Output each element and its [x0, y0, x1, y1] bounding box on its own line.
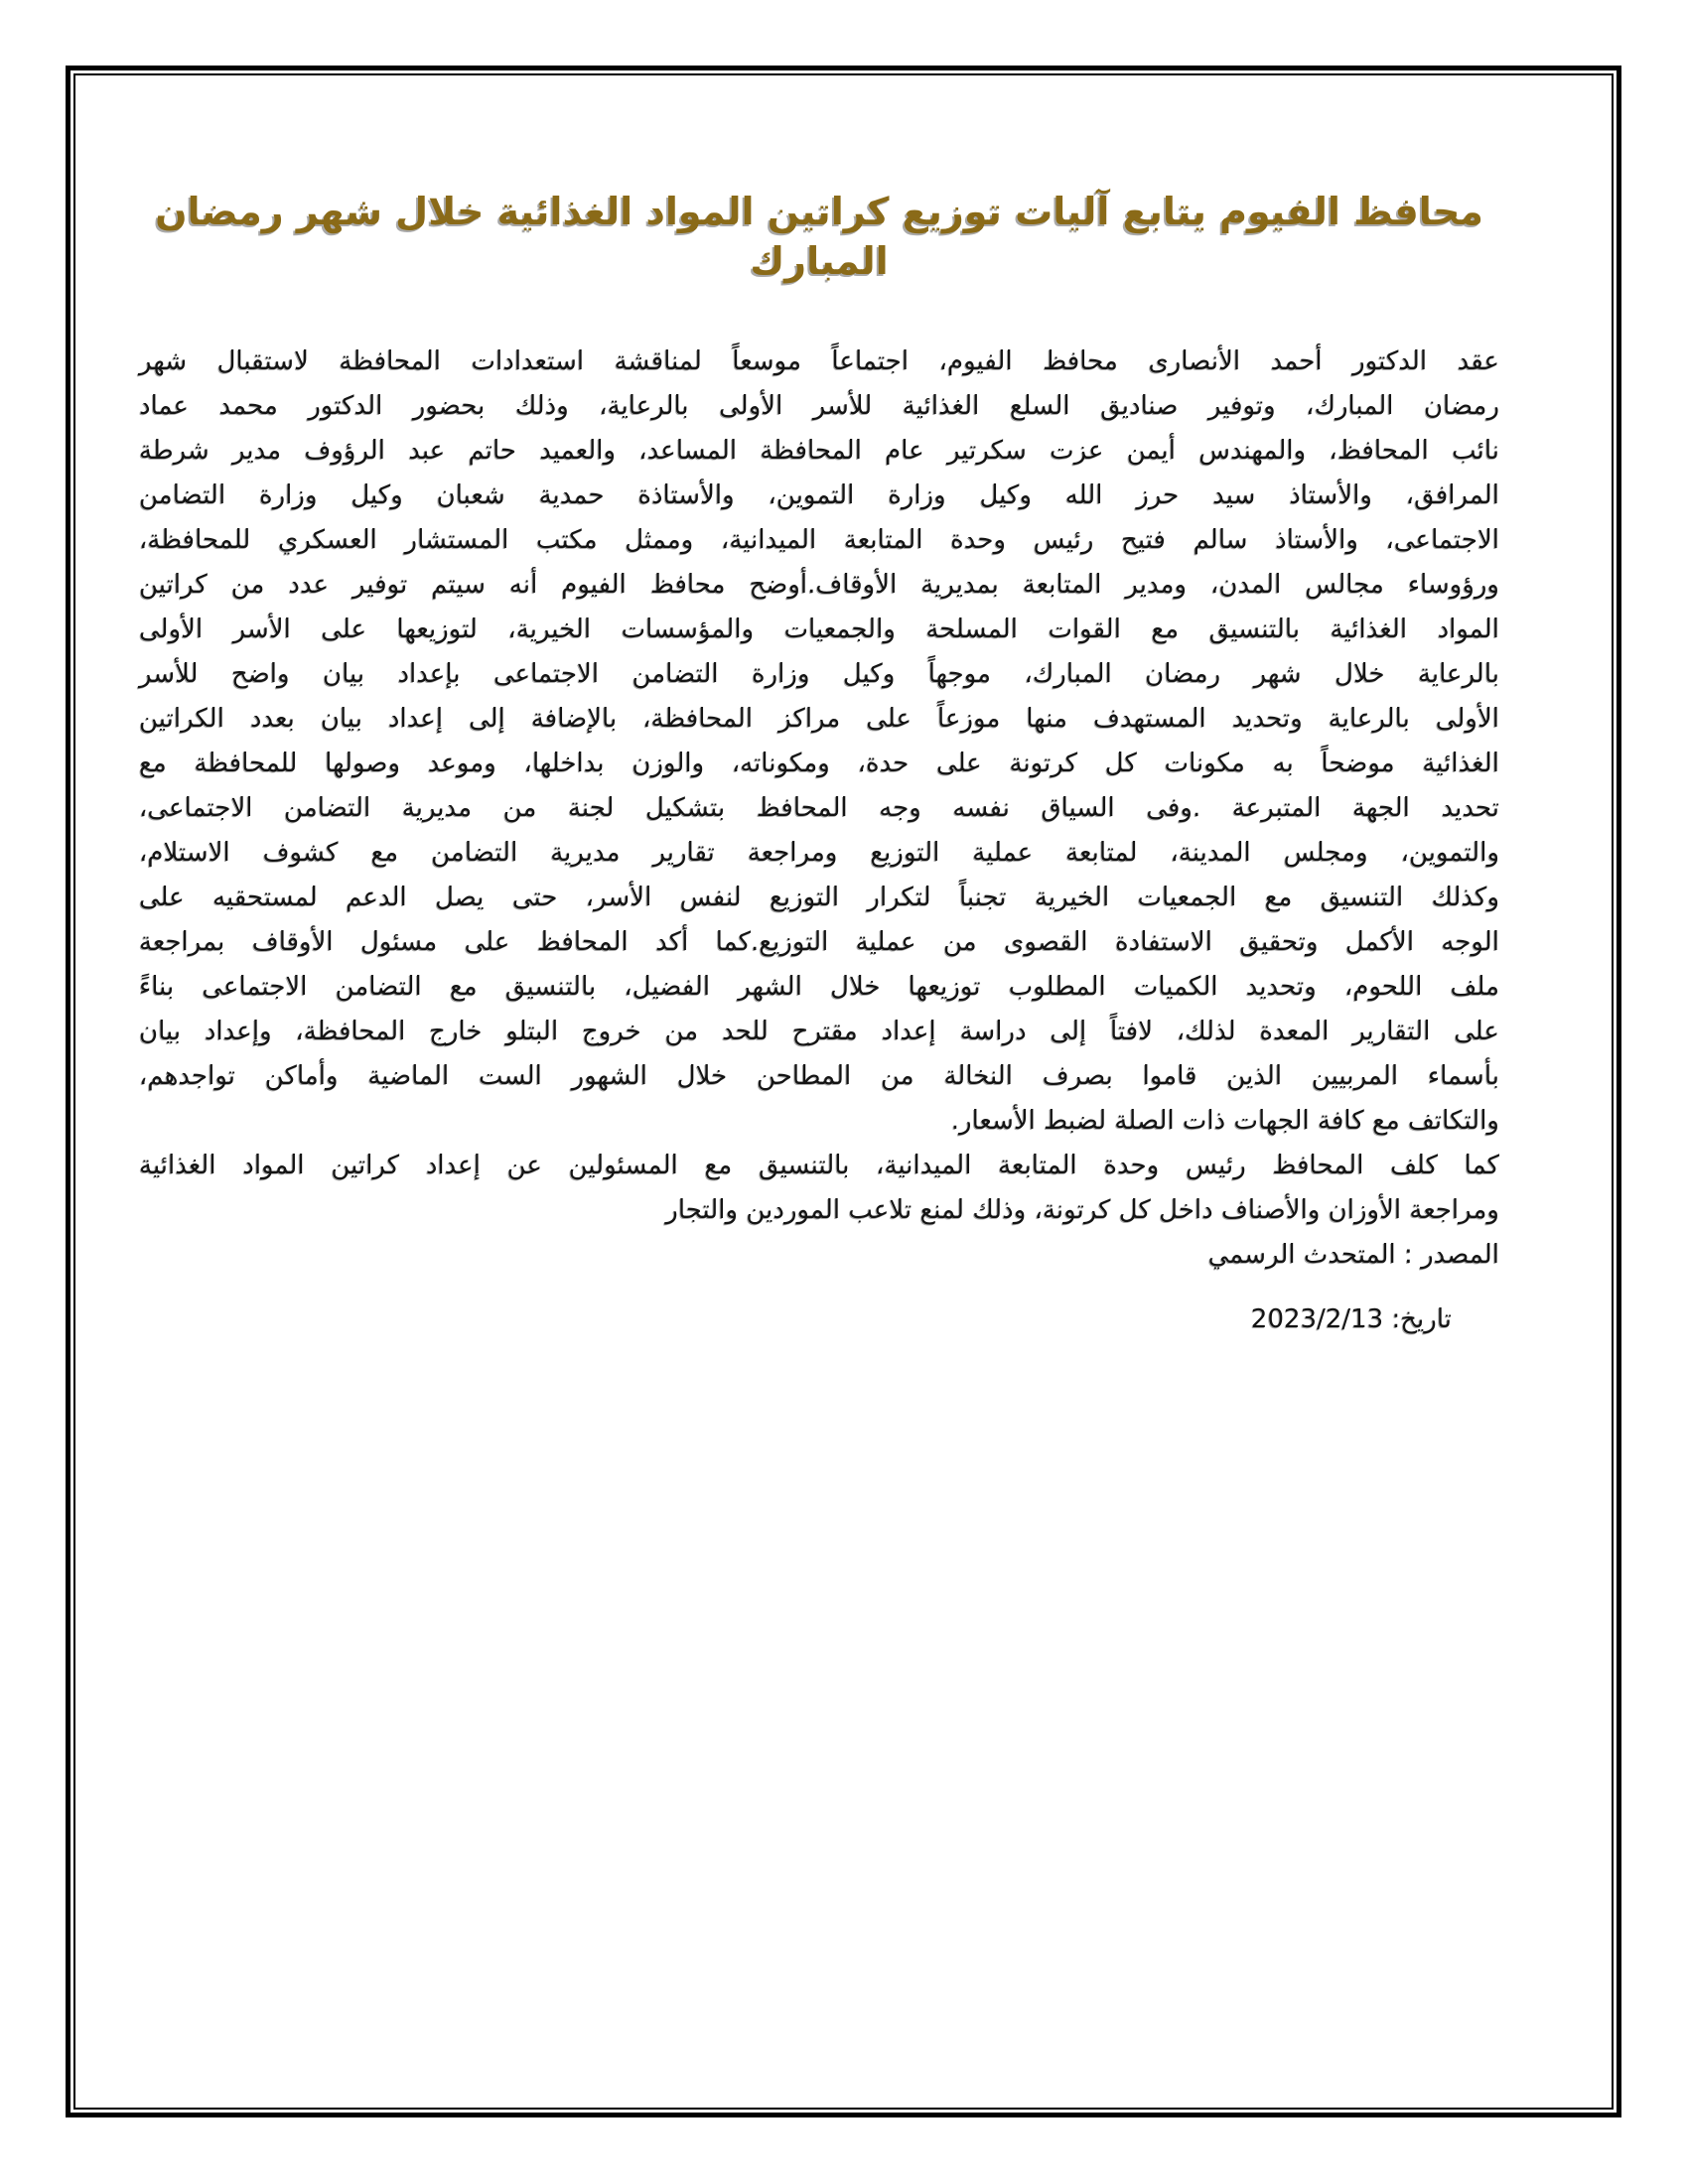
- body-text-line: ورؤوساء مجالس المدن، ومدير المتابعة بمديرية الأوقاف.أوضح محافظ الفيوم أنه سيتم توفير عدد من كراتين: [139, 570, 1499, 600]
- body-text-line: رمضان المبارك، وتوفير صناديق السلع الغذائية للأسر الأولى بالرعاية، وذلك بحضور الدكتور محمد عماد: [139, 391, 1499, 421]
- body-text-line: والتموين، ومجلس المدينة، لمتابعة عملية التوزيع ومراجعة تقارير مديرية التضامن مع كشوف الاستلام،: [139, 838, 1499, 868]
- document-title-line-2: المبارك: [750, 239, 889, 283]
- body-text-line: عقد الدكتور أحمد الأنصارى محافظ الفيوم، اجتماعاً موسعاً لمناقشة استعدادات المحافظة لاستقبال شهر: [139, 346, 1499, 376]
- body-text-line: المواد الغذائية بالتنسيق مع القوات المسلحة والجمعيات والمؤسسات الخيرية، لتوزيعها على الأسر الأولى: [139, 614, 1499, 644]
- document-title-line-1: محافظ الفيوم يتابع آليات توزيع كراتين المواد الغذائية خلال شهر رمضان: [155, 190, 1483, 233]
- document-content: [139, 0, 1499, 1342]
- source-line: المصدر : المتحدث الرسمي: [1207, 1240, 1499, 1270]
- body-text-line: على التقارير المعدة لذلك، لافتاً إلى دراسة إعداد مقترح للحد من خروج البتلو خارج المحافظة، وإعداد بيان: [139, 1017, 1499, 1046]
- date-line: تاريخ: 2023/2/13: [1250, 1304, 1452, 1334]
- body-text-line: الاجتماعى، والأستاذ سالم فتيح رئيس وحدة المتابعة الميدانية، وممثل مكتب المستشار العسكري للمحافظة،: [139, 525, 1499, 555]
- body-text-line: الغذائية موضحاً به مكونات كل كرتونة على حدة، ومكوناته، والوزن بداخلها، وموعد وصولها للمحافظة مع: [139, 749, 1499, 778]
- body-text-line: نائب المحافظ، والمهندس أيمن عزت سكرتير عام المحافظة المساعد، والعميد حاتم عبد الرؤوف مدير شرطة: [139, 436, 1499, 466]
- body-text-line: الأولى بالرعاية وتحديد المستهدف منها موزعاً على مراكز المحافظة، بالإضافة إلى إعداد بيان بعدد الكراتين: [139, 704, 1499, 734]
- body-text-line: والتكاتف مع كافة الجهات ذات الصلة لضبط الأسعار.: [950, 1106, 1499, 1136]
- document-title: [139, 187, 1499, 286]
- body-text-line: كما كلف المحافظ رئيس وحدة المتابعة الميدانية، بالتنسيق مع المسئولين عن إعداد كراتين المواد الغذائية: [139, 1151, 1499, 1180]
- body-text-line: المرافق، والأستاذ سيد حرز الله وكيل وزارة التموين، والأستاذة حمدية شعبان وكيل وزارة التضامن: [139, 480, 1499, 510]
- body-text-line: بالرعاية خلال شهر رمضان المبارك، موجهاً وكيل وزارة التضامن الاجتماعى بإعداد بيان واضح للأسر: [139, 659, 1499, 689]
- body-text-line: ملف اللحوم، وتحديد الكميات المطلوب توزيعها خلال الشهر الفضيل، بالتنسيق مع التضامن الاجتماعى بناءً: [139, 972, 1499, 1002]
- body-text-line: تحديد الجهة المتبرعة .وفى السياق نفسه وجه المحافظ بتشكيل لجنة من مديرية التضامن الاجتماعى،: [139, 793, 1499, 823]
- body-text-line: ومراجعة الأوزان والأصناف داخل كل كرتونة، وذلك لمنع تلاعب الموردين والتجار: [665, 1195, 1499, 1225]
- document-body: [139, 340, 1499, 1342]
- body-text-line: وكذلك التنسيق مع الجمعيات الخيرية تجنباً لتكرار التوزيع لنفس الأسر، حتى يصل الدعم لمستحقيه على: [139, 883, 1499, 912]
- body-text-line: بأسماء المربيين الذين قاموا بصرف النخالة من المطاحن خلال الشهور الست الماضية وأماكن تواجدهم،: [139, 1061, 1499, 1091]
- body-text-line: الوجه الأكمل وتحقيق الاستفادة القصوى من عملية التوزيع.كما أكد المحافظ على مسئول الأوقاف بمراجعة: [139, 927, 1499, 957]
- body-lines: [139, 340, 1499, 1233]
